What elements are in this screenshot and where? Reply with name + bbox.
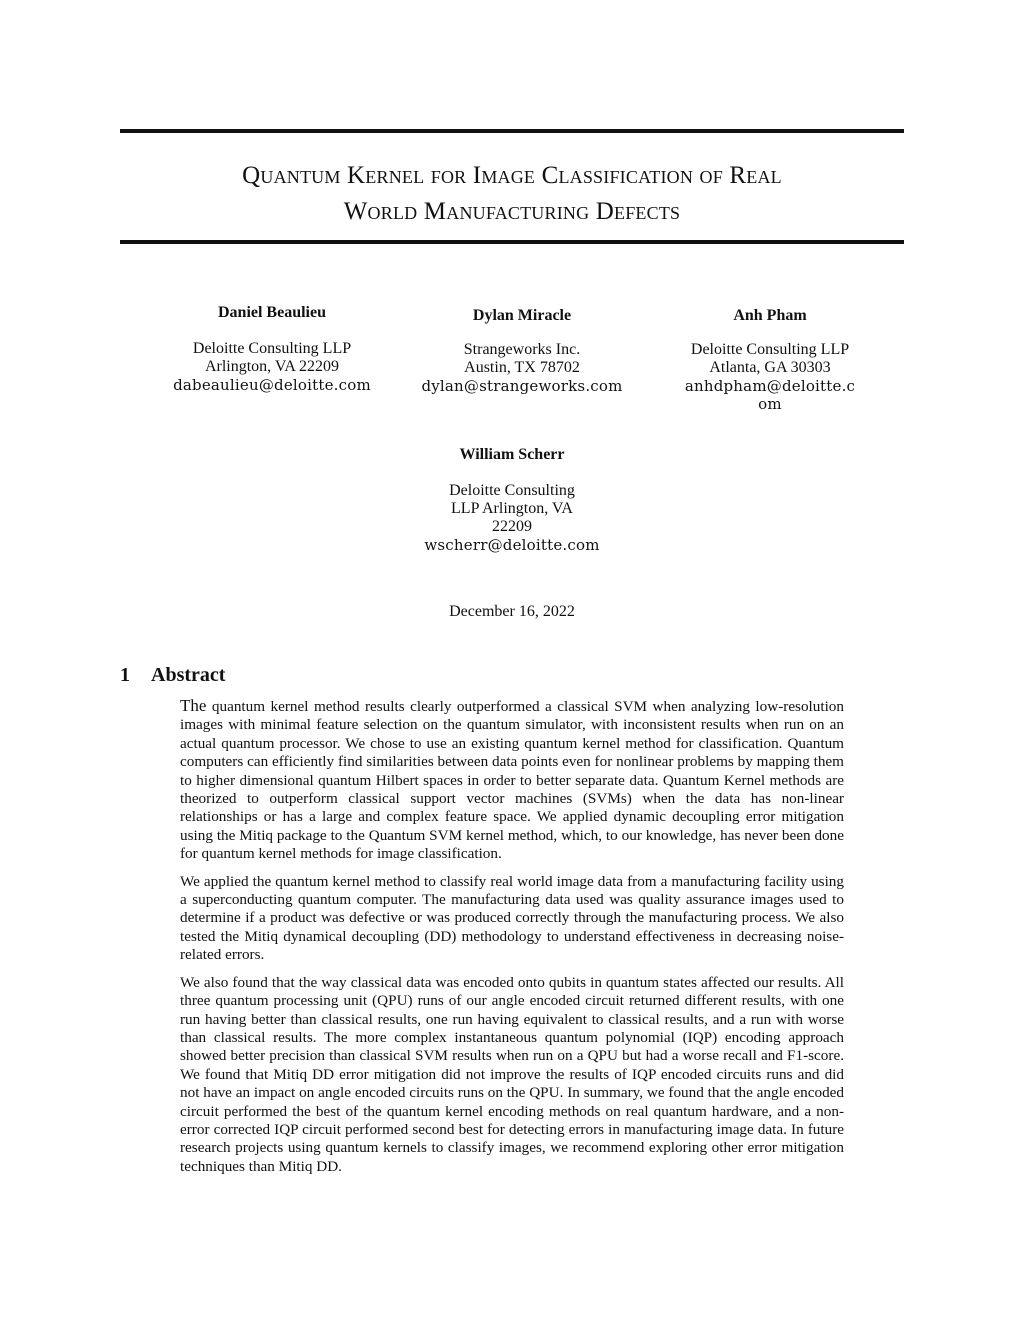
abstract-lead-word: The: [180, 696, 207, 715]
paper-title-line-1: Quantum Kernel for Image Classification of Real: [242, 162, 782, 189]
author-affiliation: Deloitte Consulting LLP: [690, 341, 850, 358]
author-affiliation: Strangeworks Inc.: [463, 341, 581, 358]
author-location: Austin, TX 78702: [464, 359, 580, 376]
author-block-scherr: [400, 446, 624, 554]
author-location: Atlanta, GA 30303: [709, 359, 831, 376]
author-email: dabeaulieu@deloitte.com: [173, 376, 371, 394]
paper-date: December 16, 2022: [449, 603, 575, 620]
author-email-continued: om: [758, 395, 782, 413]
author-location: Arlington, VA 22209: [204, 358, 340, 375]
author-affiliation: Deloitte Consulting: [449, 482, 575, 499]
author-zip: 22209: [492, 518, 532, 535]
author-name: William Scherr: [459, 446, 565, 463]
author-block-miracle: [410, 307, 634, 395]
author-affiliation: Deloitte Consulting LLP: [192, 340, 352, 357]
title-top-rule: [120, 129, 904, 133]
author-name: Anh Pham: [733, 307, 807, 324]
section-number: 1: [120, 664, 130, 686]
abstract-body: [180, 697, 844, 1185]
section-heading-abstract: [120, 664, 225, 687]
title-bottom-rule: [120, 240, 904, 244]
abstract-paragraph-3: We also found that the way classical data was encoded onto qubits in quantum states affected our results. All three quantum processing unit (QPU) runs of our angle encoded circuit returned different results, with one run having better than classical results, one run having equivalent to classical results, and a run with worse than classical results. The more complex instantaneous quantum polynomial (IQP) encoding approach showed better precision than classical SVM results when run on a QPU but had a worse recall and F1-score. We found that Mitiq DD error mitigation did not improve the results of IQP encoded circuits runs and did not have an impact on angle encoded circuits runs on the QPU. In summary, we found that the angle encoded circuit performed the best of the quantum kernel encoding methods on real quantum hardware, and a non-error corrected IQP circuit performed second best for detecting errors in manufacturing image data. In future research projects using quantum kernels to classify images, we recommend exploring other error mitigation techniques than Mitiq DD.: [180, 973, 844, 1175]
abstract-paragraph-1: [180, 697, 844, 864]
author-email: anhdpham@deloitte.c: [684, 377, 856, 395]
author-name: Daniel Beaulieu: [217, 304, 326, 321]
abstract-paragraph-1-text: quantum kernel method results clearly outperformed a classical SVM when analyzing low-resolution images with minimal feature selection on the quantum simulator, with inconsistent results when run on an actual quantum processor. We chose to use an existing quantum kernel method for classification. Quantum computers can efficiently find similarities between data points even for nonlinear problems by mapping them to higher dimensional quantum Hilbert spaces in order to better separate data. Quantum Kernel methods are theorized to outperform classical support vector machines (SVMs) when the data has non-linear relationships or has a large and complex feature space. We applied dynamic decoupling error mitigation using the Mitiq package to the Quantum SVM kernel method, which, to our knowledge, has never been done for quantum kernel methods for image classification.: [180, 698, 844, 863]
paper-title-line-2: World Manufacturing Defects: [343, 198, 681, 225]
author-affiliation-continued: LLP Arlington, VA: [451, 500, 573, 517]
section-title: Abstract: [151, 664, 226, 686]
abstract-paragraph-2: We applied the quantum kernel method to classify real world image data from a manufacturing facility using a superconducting quantum computer. The manufacturing data used was quality assurance images used to determine if a product was defective or was produced correctly through the manufacturing process. We also tested the Mitiq dynamical decoupling (DD) methodology to understand effectiveness in decreasing noise-related errors.: [180, 872, 844, 964]
author-email: wscherr@deloitte.com: [424, 536, 600, 554]
paper-title: [120, 158, 904, 230]
author-block-beaulieu: [160, 304, 384, 394]
author-email: dylan@strangeworks.com: [421, 377, 623, 395]
author-block-pham: [658, 307, 882, 413]
author-name: Dylan Miracle: [472, 307, 572, 324]
